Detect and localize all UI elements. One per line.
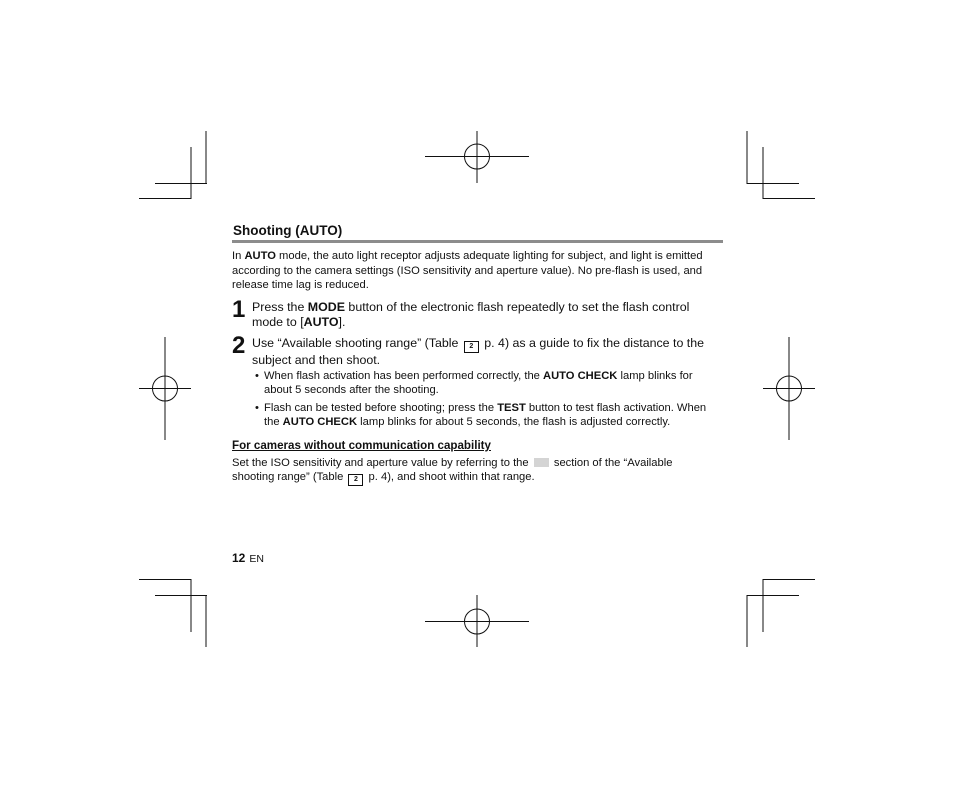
bullet-icon: • <box>255 370 259 382</box>
registration-mark-bottom <box>425 595 529 647</box>
intro-paragraph <box>232 249 720 293</box>
mode-label: AUTO <box>244 250 276 262</box>
mode-button-label: MODE <box>307 299 345 314</box>
registration-mark-top <box>425 131 529 183</box>
step-1 <box>232 295 724 331</box>
gray-swatch-icon <box>534 458 549 467</box>
subsection-paragraph: Set the ISO sensitivity and aperture value by referring to the section of the “Available shooting range” (Table 2 p. 4), and shoot within that range. <box>232 456 702 487</box>
bullet-icon: • <box>255 401 259 414</box>
auto-check-label: AUTO CHECK <box>543 370 618 382</box>
step-text: Press the MODE button of the electronic flash repeatedly to set the flash control mode to [AUTO]. <box>252 299 690 329</box>
page-number: 12 <box>232 551 246 565</box>
intro-text: mode, the auto light receptor adjusts adequate lighting for subject, and light is emitted according to the camera settings (ISO sensitivity and aperture value). No pre-flash is used, and release time lag is reduced. <box>232 250 703 291</box>
manual-page-content <box>232 222 724 486</box>
auto-check-label: AUTO CHECK <box>282 415 358 428</box>
page-footer <box>232 551 264 565</box>
step-2 <box>232 331 724 369</box>
section-heading: Shooting (AUTO) <box>232 222 723 243</box>
language-code: EN <box>249 553 264 565</box>
step-number: 2 <box>232 331 246 359</box>
subsection-heading: For cameras without communication capability <box>232 439 491 453</box>
table-reference-icon: 2 <box>348 474 363 486</box>
test-button-label: TEST <box>497 401 526 414</box>
list-item: • Flash can be tested before shooting; press the TEST button to test flash activation. When the AUTO CHECK lamp blinks for about 5 seconds, the flash is adjusted correctly. <box>252 401 722 430</box>
step-number: 1 <box>232 295 246 323</box>
list-item: • When flash activation has been performed correctly, the AUTO CHECK lamp blinks for about 5 seconds after the shooting. <box>252 369 722 398</box>
notes-list <box>252 369 722 429</box>
step-text: Use “Available shooting range” (Table 2 p. 4) as a guide to fix the distance to the subject and then shoot. <box>252 335 705 367</box>
registration-mark-right <box>763 337 815 440</box>
intro-text: In <box>232 250 245 262</box>
registration-mark-left <box>139 337 191 440</box>
table-reference-icon: 2 <box>464 341 479 353</box>
auto-label: AUTO <box>303 315 339 329</box>
